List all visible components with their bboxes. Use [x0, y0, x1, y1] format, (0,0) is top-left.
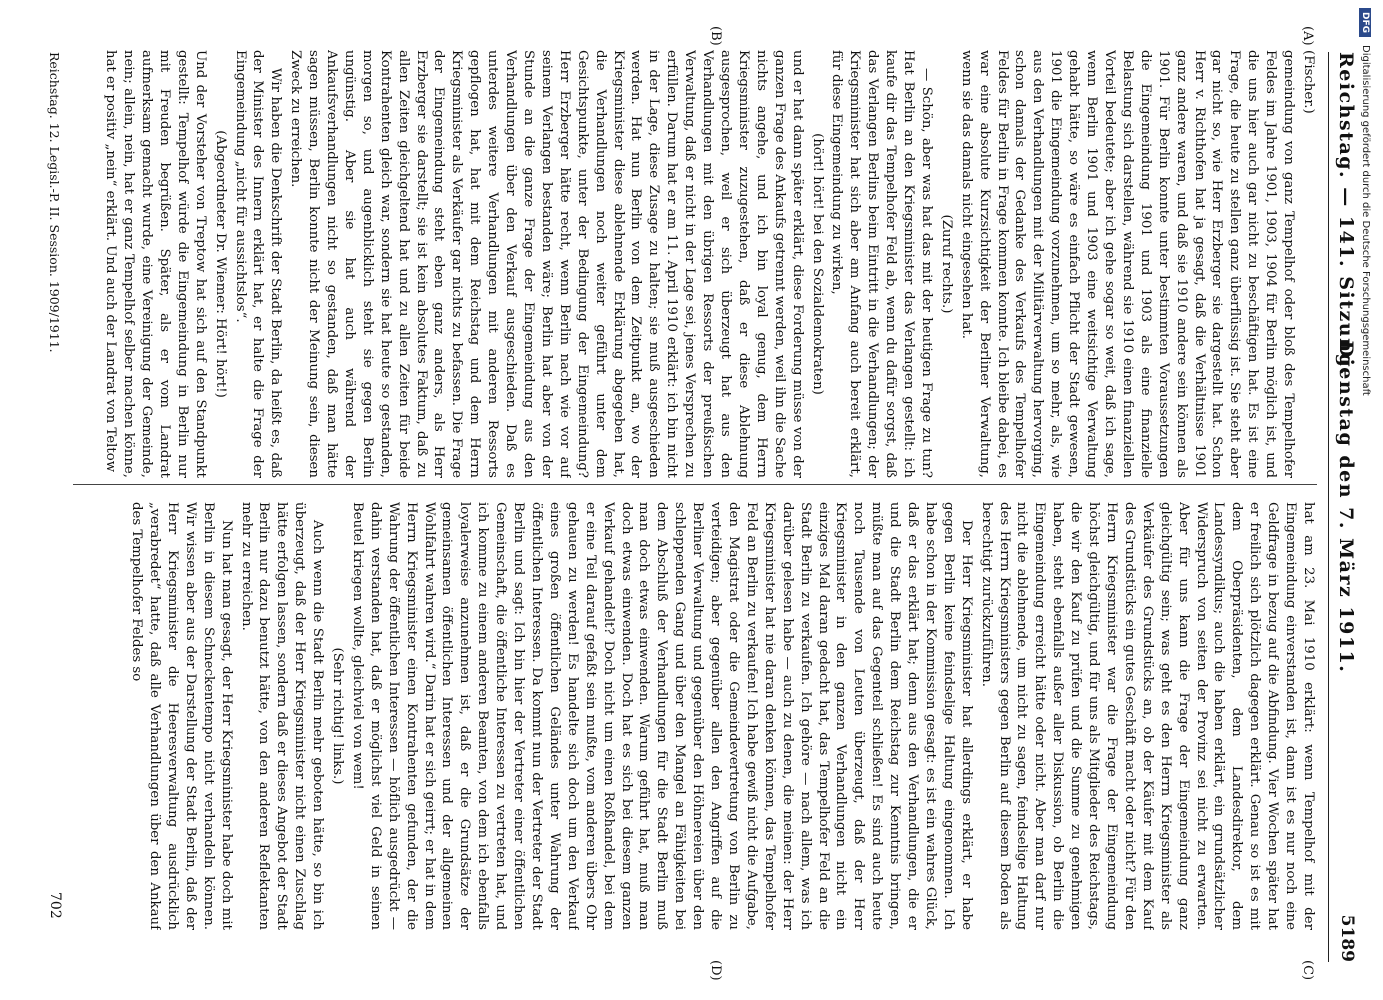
paragraph: (Fischer.)	[1301, 50, 1316, 114]
paragraph: (Abgeordneter Dr. Wiemer: Hört! hört!)	[212, 130, 228, 398]
paragraph: gemeindung von ganz Tempelhof oder bloß des Tempelhofer Feldes im Jahre 1901, 1903, 1904 für Berlin möglich ist, und die uns hier auch gar nicht zu beschäftigen hat. Es ist eine Frage, die heute zu stellen ganz überflüssig ist. Sie steht aber gar nicht so, wie Herr Erzberger sie dargestellt hat. Schon Herr v. Richthofen hat ja gesagt, daß die Verhältnisse 1901 ganz andere waren, und daß sie 1910 andere sein können als 1901. Für Berlin konnte unter bestimmten Voraussetzungen die Eingemeindung 1901 und 1903 als eine finanzielle Belastung sich darstellen, während sie 1910 einen finanziellen Vorteil bedeutete; aber ich gehe sogar so weit, daß ich sage, wenn Berlin 1901 und 1903 eine weitsichtige Verwaltung gehabt hätte, so wäre es einfach Pflicht der Stadt gewesen, 1901 die Eingemeindung vorzunehmen, um so mehr, als, wie aus den Verhandlungen mit der Militärverwaltung hervorging, schon damals der Gedanke des Verkaufs des Tempelhofer Feldes für Berlin in Frage kommen konnte. Ich bleibe dabei, es war eine absolute Kurzsichtigkeit der Berliner Verwaltung, wenn sie das damals nicht eingesehen hat.	[958, 50, 1297, 478]
footer-sheet-number: 702	[47, 892, 63, 919]
paragraph: Der Herr Kriegsminister hat allerdings erklärt, er habe gegen Berlin keine feindselige Haltung eingenommen. Ich habe schon in der Kommission gesagt: es ist ein wahres Glück, daß er das erklärt hat; denn aus den Verhandlungen, die er und die Stadt Berlin dem Reichstag zur Kenntnis bringen, müßte man auf das Gegenteil schließen! Es sind auch heute noch Tausende von Leuten überzeugt, daß der Herr Kriegsminister in den ganzen Verhandlungen nicht ein einziges Mal daran gedacht hat, das Tempelhofer Feld an die Stadt Berlin zu verkaufen. Ich gehöre — nach allem, was ich darüber gelesen habe — auch zu denen, die meinen: der Herr Kriegsminister hat nie daran denken können, das Tempelhofer Feld an Berlin zu verkaufen! Ich habe gewiß nicht die Aufgabe, den Magistrat oder die Gemeindevertretung von Berlin zu verteidigen; aber gegenüber allen den Angriffen auf die Berliner Verwaltung und gegenüber den Höhnereien über den schleppenden Gang und über den Mangel an Fähigkeiten bei dem Abschluß der Verhandlungen für die Stadt Berlin muß man doch etwas einwenden. Warum geführt hat, muß man doch etwas einwenden. Doch hat es sich bei diesem ganzen Verkauf gehandelt? Doch nicht um einen Roßhandel, bei dem er eine Teil darauf gefaßt sein mußte, vom anderen übers Ohr gehauen zu werden! Es handelte sich doch um den Verkauf eines großen öffentlichen Geländes unter Wahrung der öffentlichen Interessen. Da kommt nun der Vertreter der Stadt Berlin und sagt: Ich bin hier der Vertreter einer öffentlichen Gemeinschaft, die öffentliche Interessen zu vertreten hat, und ich komme zu einem anderen Beamten, von dem ich ebenfalls loyalerweise anzunehmen ist, daß er die Grundsätze der gemeinsamen öffentlichen Interessen und der allgemeinen Wohlfahrt wahren wird.“ Darin hat er sich geirrt; er hat in dem Herrn Kriegsminister einen Kontrahenten gefunden, der die Wahrung der öffentlichen Interessen — höflich ausgedrückt — dahin verstanden hat, daß er möglichst viel Geld in seinen Beutel kriegen wollte, gleichviel von wem!	[349, 502, 974, 930]
column-divider	[73, 484, 1317, 485]
margin-marker-c: (C)	[1300, 960, 1315, 981]
footer-session: Reichstag. 12. Legisl.-P. II. Session. 1909/1911.	[47, 52, 62, 353]
paragraph: (Sehr richtig! links.)	[330, 647, 346, 785]
paragraph: (hört! hört! bei den Sozialdemokraten)	[809, 133, 825, 395]
dfg-logo: DFG	[1359, 8, 1371, 37]
funding-text: Digitalisierung gefördert durch die Deutsche Forschungsgemeinschaft	[1360, 45, 1371, 396]
header-left: Reichstag. — 141. Sitzung.	[1335, 52, 1357, 377]
left-column	[73, 50, 1317, 478]
margin-marker-d: (D)	[708, 960, 723, 981]
paragraph: hat am 23. Mai 1910 erklärt: wenn Tempelhof mit der Eingemeindung einverstanden ist, dann ist es nur noch eine Geldfrage in bezug auf die Abfindung. Vier Wochen später hat er freilich sich plötzlich dagegen erklärt. Genau so ist es mit dem Oberpräsidenten, dem Landesdirektor, dem Landessyndikus; auch die haben erklärt, ein grundsätzlicher Widerspruch von seiten der Provinz sei nicht zu erwarten. Aber für uns kann die Frage der Eingemeindung ganz gleichgültig sein; was geht es den Herrn Kriegsminister als Verkäufer des Grundstücks an, ob der Käufer mit dem Kauf des Grundstücks ein gutes Geschäft macht oder nicht? Für den Herrn Kriegsminister war die Frage der Eingemeindung höchst gleichgültig, und für uns als Mitglieder des Reichstags, die wir den Kauf zu prüfen und die Summe zu genehmigen haben, steht ebenfalls außer aller Diskussion, ob Berlin die Eingemeindung erreicht hätte oder nicht. Aber man darf nur nicht die ablehnende, um nicht zu sagen, feindselige Haltung des Herrn Kriegsministers gegen Berlin auf diesem Boden als berechtigt zurückzuführen.	[978, 502, 1316, 930]
paragraph: Nun hat man gesagt, der Herr Kriegsminister habe doch mit Berlin in diesem Schneckentempo nicht verhandeln können. Wir wissen aber aus der Darstellung der Stadt Berlin, daß der Herr Kriegsminister die Heeresverwaltung ausdrücklich „verabredet“ hatte, daß alle Verhandlungen über den Ankauf des Tempelhofer Feldes so	[129, 502, 234, 930]
margin-marker-a: (A)	[1300, 26, 1315, 46]
paragraph: und er hat dann später erklärt, diese Forderung müsse von der ganzen Frage des Ankaufs getrennt werden, weil ihn die Sache nichts angehe, und ich bin loyal genug, dem Herrn Kriegsminister zuzugestehen, daß er diese Ablehnung ausgesprochen, weil er sich überzeugt hat aus den Verhandlungen mit den übrigen Ressorts der preußischen Verwaltung, daß er nicht in der Lage sei, jenes Versprechen zu erfüllen. Darum hat er am 11. April 1910 erklärt: ich bin nicht in der Lage, diese Zusage zu halten; sie muß ausgeschieden werden. Hat nun Berlin von dem Zeitpunkt an, wo der Kriegsminister diese ablehnende Erklärung abgegeben hat, die Verhandlungen noch weiter geführt unter dem Gesichtspunkte, unter der Bedingung der Eingemeindung? Herr Erzberger hätte recht, wenn Berlin nach wie vor auf seinem Verlangen bestanden wäre; Berlin hat aber von der Stunde an die ganze Frage der Eingemeindung aus den Verhandlungen über den Verkauf ausgeschieden. Daß es unterdes weitere Verhandlungen mit anderen Ressorts gepflogen hat, hat mit dem Reichstag und dem Herrn Kriegsminister als Verkäufer gar nichts zu befassen. Die Frage der Eingemeindung steht eben ganz anders, als Herr Erzberger sie darstellt; sie ist kein absolutes Faktum, daß zu allen Zeiten gleichgeltend hat und zu allen Zeiten für beide Kontrahenten gleich war, sondern sie hat heute so gestanden, morgen so, und augenblicklich steht sie gegen Berlin ungünstig. Aber sie hat auch während der Ankaufsverhandlungen nicht so gestanden, daß man hätte sagen müssen, Berlin konnte nicht der Meinung sein, diesen Zweck zu erreichen.	[288, 50, 805, 478]
page-number: 5189	[1337, 914, 1357, 962]
paragraph: (Zuruf rechts.)	[938, 214, 954, 314]
header-date: Dienstag den 7. März 1911.	[1335, 340, 1357, 674]
paragraph: — Schön, aber was hat das mit der heutigen Frage zu tun? Hat Berlin an den Kriegsminister das Verlangen gestellt: ich kaufe dir das Tempelhofer Feld ab, wenn du dafür sorgst, daß das Verlangen Berlins beim Eintritt in die Verhandlungen; der Kriegsminister hat sich aber am Anfang auch bereit erklärt, für diese Eingemeindung zu wirken,	[829, 50, 934, 478]
document-page	[13, 12, 1363, 982]
right-column	[73, 502, 1317, 930]
paragraph: Und der Vorsteher von Treptow hat sich auf den Standpunkt gestellt: Tempelhof würde die Eingemeindung in Berlin nur mit Freuden begrüßen. Später, als er vom Landrat aufmerksam gemacht wurde, eine Vereinigung der Gemeinde, nein; allein, nein, hat er ganz Tempelhof selber machen könne, hat er positiv „nein“ erklärt. Und auch der Landrat von Teltow	[103, 50, 208, 478]
paragraph: Auch wenn die Stadt Berlin mehr geboten hätte, so bin ich überzeugt, daß der Herr Kriegsminister nicht einen Zuschlag hätte erfolgen lassen, sondern daß er dieses Angebot der Stadt Berlin nur dazu benutzt hätte, von den anderen Reflektanten mehr zu erreichen.	[238, 502, 326, 930]
paragraph: Wir haben die Denkschrift der Stadt Berlin, da heißt es, daß der Minister des Innern erklärt hat, er halte die Frage der Eingemeindung „nicht für aussichtslos“.	[232, 50, 284, 478]
funding-note	[1357, 8, 1371, 648]
margin-marker-b: (B)	[708, 26, 723, 46]
